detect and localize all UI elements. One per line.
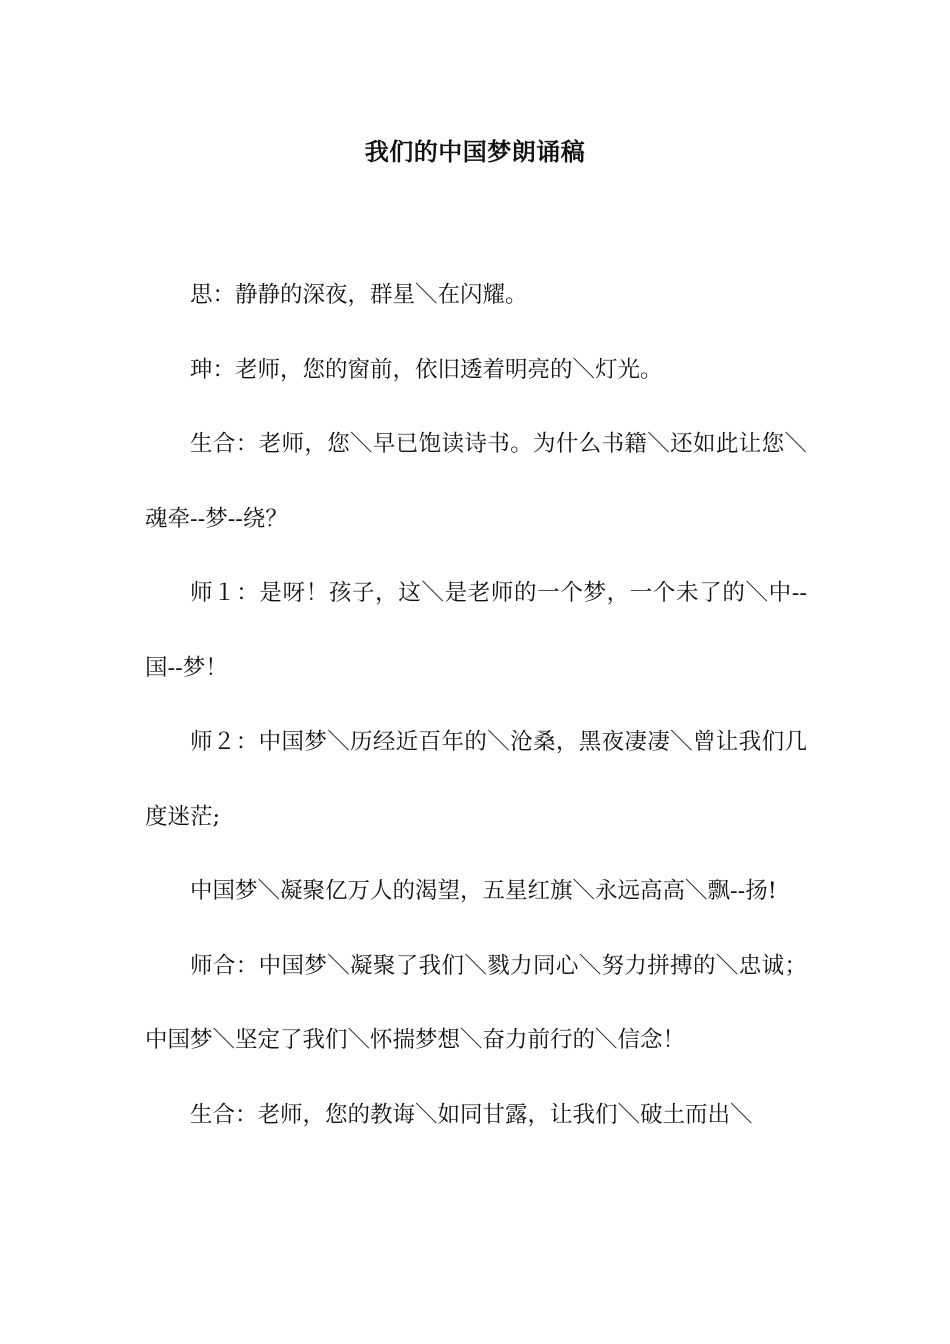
paragraph: 师２：中国梦＼历经近百年的＼沧桑，黑夜凄凄＼曾让我们几度迷茫; — [145, 729, 807, 830]
paragraph: 思：静静的深夜，群星＼在闪耀。 — [190, 282, 528, 308]
paragraph: 珅：老师，您的窗前，依旧透着明亮的＼灯光。 — [190, 356, 663, 383]
paragraph: 中国梦＼凝聚亿万人的渴望，五星红旗＼永远高高＼飘--扬! — [190, 878, 777, 904]
paragraph: 师１：是呀！孩子，这＼是老师的一个梦，一个未了的＼中--国--梦！ — [145, 580, 807, 681]
paragraph: 师合：中国梦＼凝聚了我们＼戮力同心＼努力拼搏的＼忠诚；中国梦＼坚定了我们＼怀揣梦想＼奋力前行的＼信念！ — [145, 952, 807, 1053]
paragraph: 生合：老师，您＼早已饱读诗书。为什么书籍＼还如此让您＼魂牵--梦--绕？ — [145, 431, 807, 532]
document-title: 我们的中国梦朗诵稿 — [364, 137, 586, 166]
paragraph: 生合：老师，您的教诲＼如同甘露，让我们＼破土而出＼ — [190, 1101, 753, 1128]
document-body — [145, 258, 807, 1152]
